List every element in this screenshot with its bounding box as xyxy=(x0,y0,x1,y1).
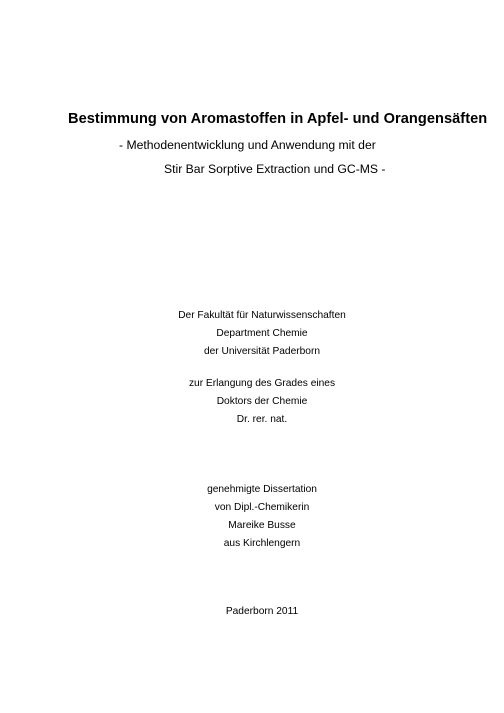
degree-name-line: Doktors der Chemie xyxy=(216,396,308,407)
place-year: Paderborn 2011 xyxy=(225,606,299,617)
department-line: Department Chemie xyxy=(216,328,308,339)
place-year-block xyxy=(0,603,504,621)
degree-block xyxy=(0,375,504,429)
author-origin-line: aus Kirchlengern xyxy=(223,538,301,549)
university-line: der Universität Paderborn xyxy=(203,346,321,357)
approval-line: genehmigte Dissertation xyxy=(207,484,317,495)
author-qualification-line: von Dipl.-Chemikerin xyxy=(214,502,310,513)
degree-abbrev-line: Dr. rer. nat. xyxy=(236,414,288,425)
subtitle-line-1: - Methodenentwicklung und Anwendung mit der xyxy=(119,138,376,152)
approval-block xyxy=(0,481,504,553)
dissertation-title: Bestimmung von Aromastoffen in Apfel- und Orangensäften xyxy=(68,111,488,127)
subtitle-line-2: Stir Bar Sorptive Extraction und GC-MS - xyxy=(164,162,386,176)
faculty-line: Der Fakultät für Naturwissenschaften xyxy=(178,310,346,321)
faculty-block xyxy=(0,307,504,361)
degree-purpose-line: zur Erlangung des Grades eines xyxy=(188,378,336,389)
author-name: Mareike Busse xyxy=(228,520,296,531)
